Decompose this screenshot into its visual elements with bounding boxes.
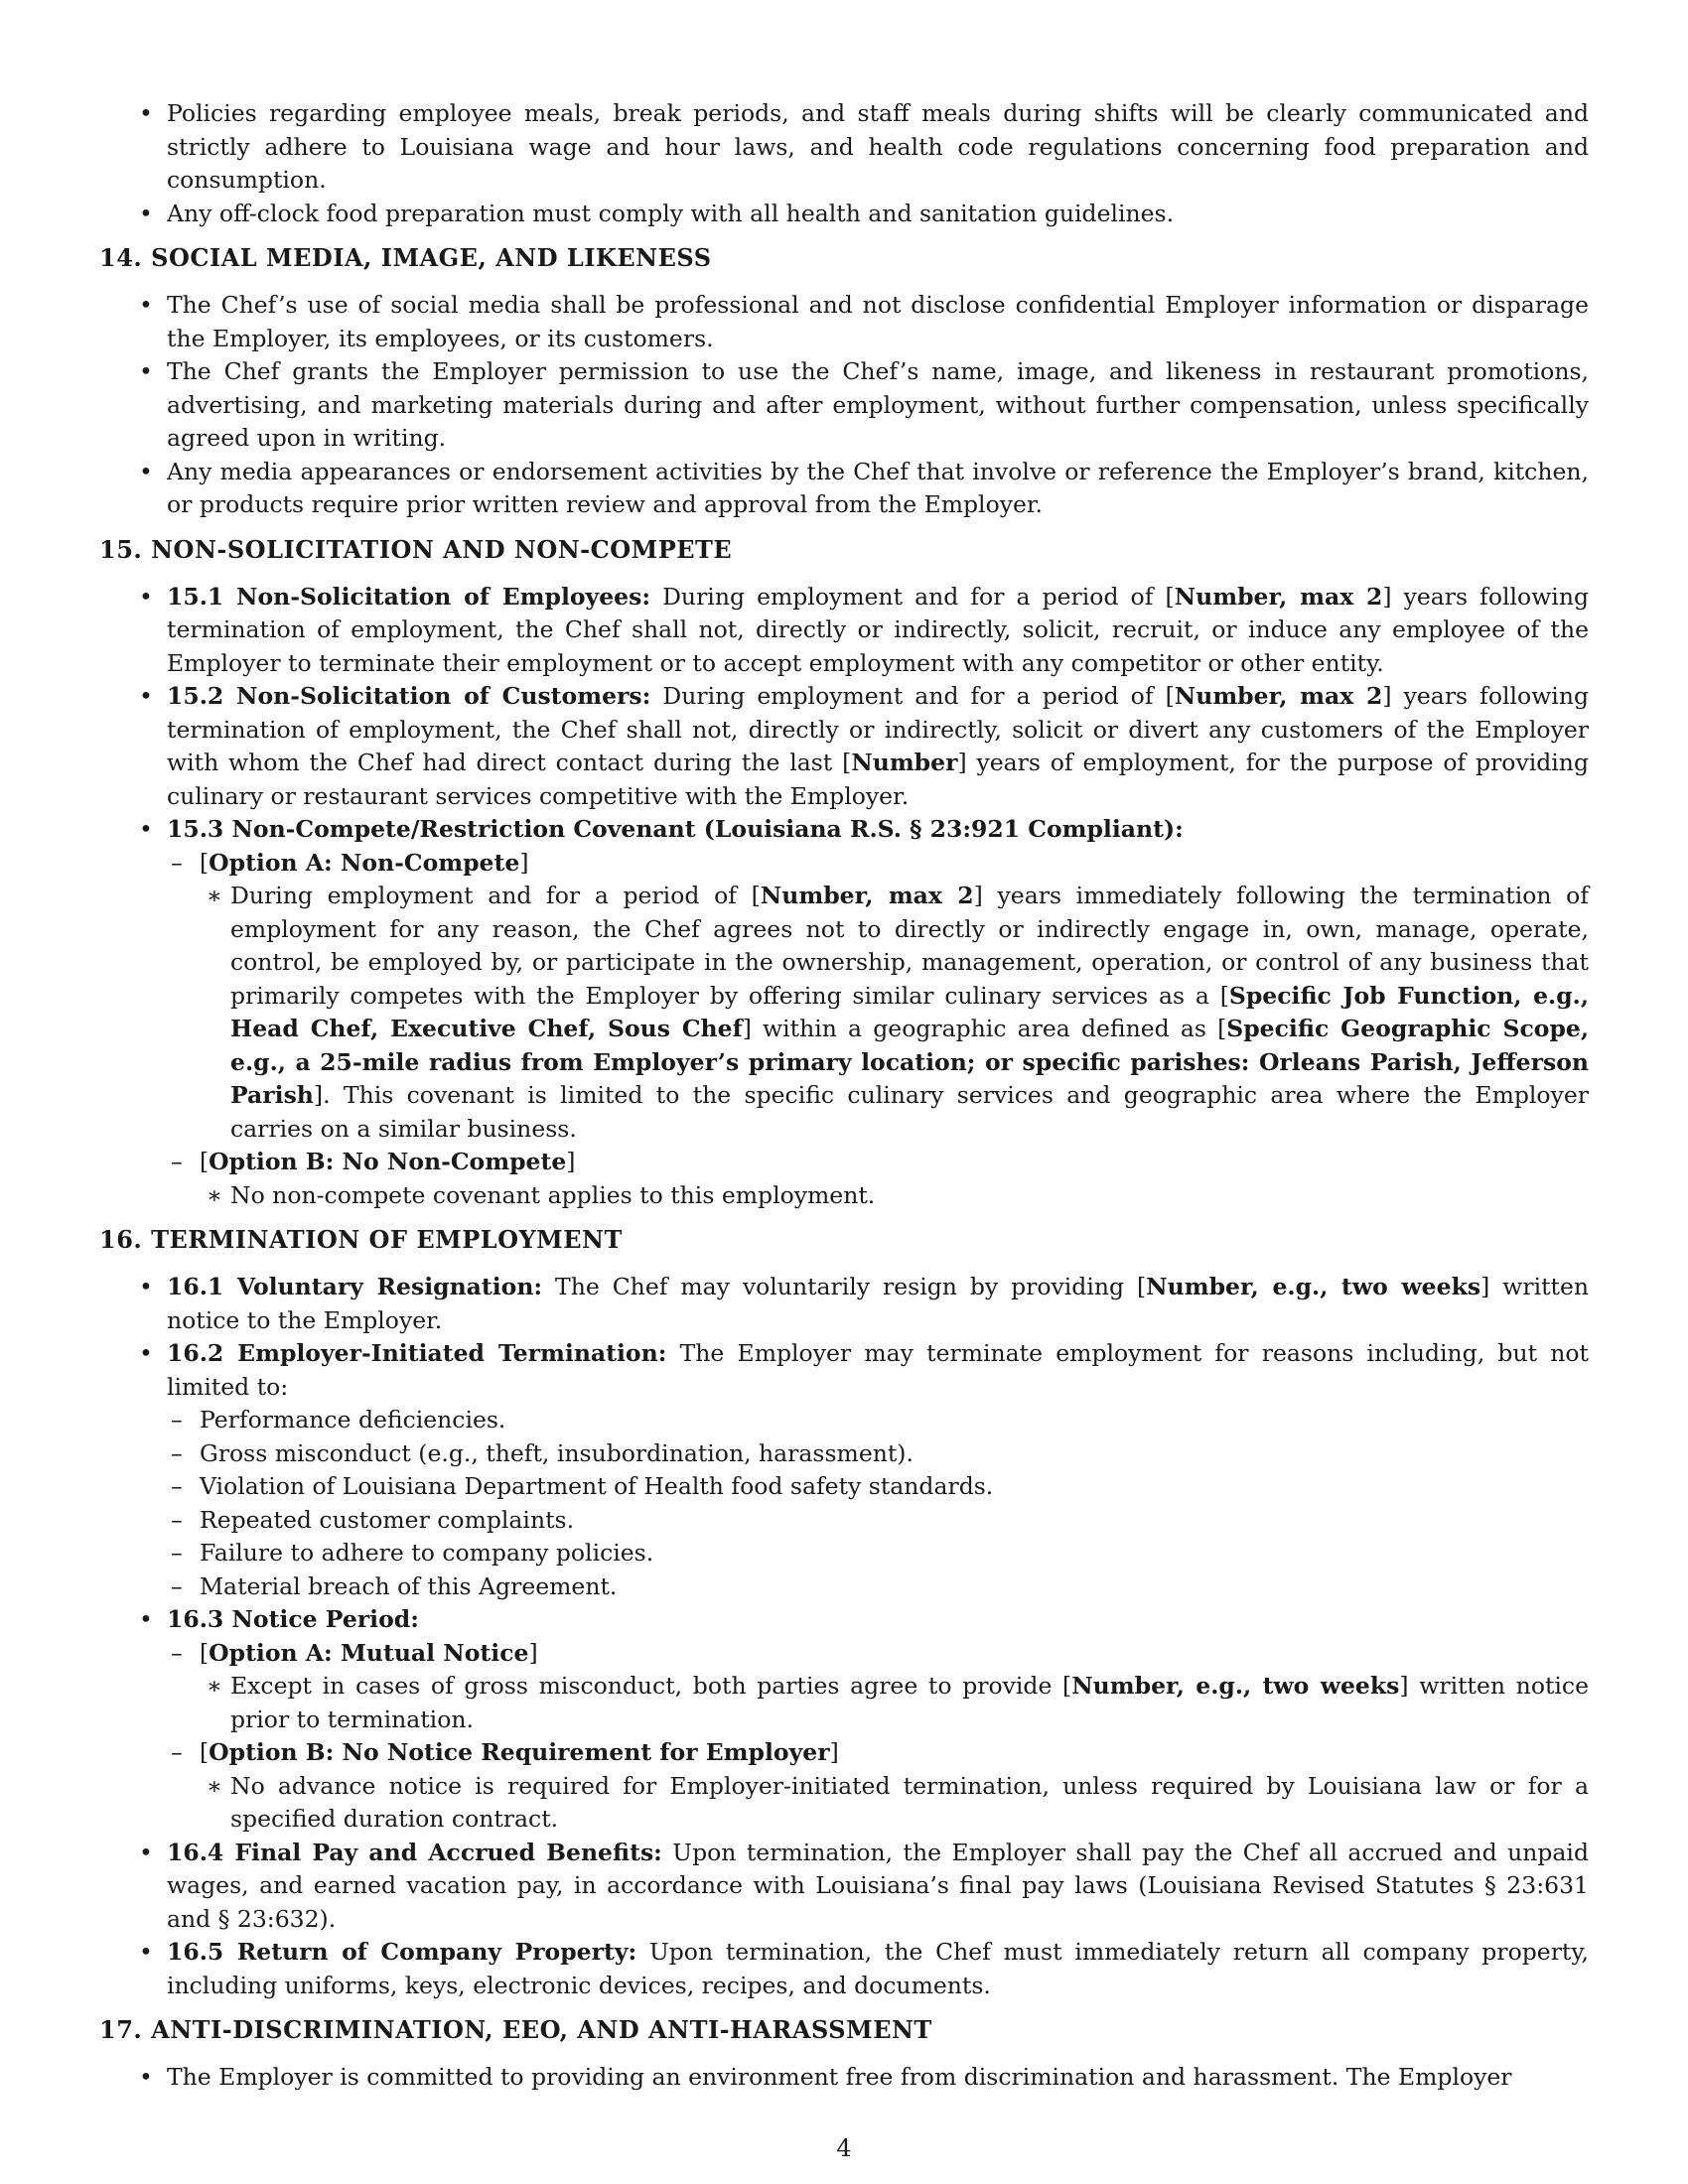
section-17-list xyxy=(99,2061,1589,2095)
list-item: – Violation of Louisiana Department of Health food safety standards. xyxy=(167,1470,1589,1504)
option-text: ∗ No advance notice is required for Employer-initiated termination, unless required by Louisiana law or for a specified duration contract. xyxy=(200,1770,1589,1837)
clause-text: ] written notice to the Employer. xyxy=(167,1273,1590,1334)
options-list xyxy=(167,847,1589,1213)
clause-label: 15.3 Non-Compete/Restriction Covenant (Louisiana R.S. § 23:921 Compliant): xyxy=(167,815,1184,843)
clause-label: 16.2 Employer-Initiated Termination: xyxy=(167,1339,667,1367)
clause-16-1 xyxy=(99,1271,1589,1337)
option-a-details xyxy=(200,1670,1589,1736)
option-b: – [Option B: No Non-Compete] ∗ No non-compete covenant applies to this employment. xyxy=(167,1146,1589,1212)
option-label: Option A: Mutual Notice xyxy=(209,1638,529,1667)
list-item: – Performance deficiencies. xyxy=(167,1404,1589,1437)
clause-label: 16.1 Voluntary Resignation: xyxy=(167,1273,543,1300)
section-16-list xyxy=(99,1271,1589,2002)
placeholder-field: Number, max 2 xyxy=(1174,682,1383,710)
option-b-details xyxy=(200,1770,1589,1837)
clause-text: ] years immediately following the termination of employment for any reason, the Chef agrees not to directly or indirectly engage in, own, manage, operate, control, be employed by, or participate in the ownership, management, operation, or control of any business that primarily competes with the Employer by offering similar culinary services as a [ xyxy=(230,882,1590,1010)
placeholder-field: Specific Job Function, e.g., Head Chef, Executive Chef, Sous Chef xyxy=(230,981,1590,1042)
list-item: – Repeated customer complaints. xyxy=(167,1504,1589,1538)
clause-text: Except in cases of gross misconduct, both parties agree to provide [ xyxy=(230,1672,1072,1700)
section-14-list xyxy=(99,289,1589,522)
clause-15-3 xyxy=(99,813,1589,1212)
clause-text: Upon termination, the Chef must immediately return all company property, including uniforms, keys, electronic devices, recipes, and documents. xyxy=(167,1938,1589,1999)
option-b: – [Option B: No Notice Requirement for Employer] ∗ No advance notice is required for Employer-initiated termination, unless required by Louisiana law or for a specified duration contract. xyxy=(167,1736,1589,1837)
clause-label: 15.1 Non-Solicitation of Employees: xyxy=(167,582,651,611)
option-label: Option B: No Notice Requirement for Employer xyxy=(209,1738,830,1766)
document-page xyxy=(99,97,1589,2095)
placeholder-field: Specific Geographic Scope, e.g., a 25-mile radius from Employer’s primary location; or specific parishes: Orleans Parish, Jefferson Parish xyxy=(230,1015,1590,1109)
option-label: Option B: No Non-Compete xyxy=(209,1148,567,1175)
clause-16-2 xyxy=(99,1337,1589,1603)
section-15-list xyxy=(99,581,1589,1213)
list-item: • The Chef’s use of social media shall be professional and not disclose confidential Employer information or disparage the Employer, its employees, or its customers. xyxy=(99,289,1589,355)
options-list xyxy=(167,1637,1589,1837)
section-15-heading: 15. NON-SOLICITATION AND NON-COMPETE xyxy=(99,534,733,564)
clause-label: 16.5 Return of Company Property: xyxy=(167,1938,637,1966)
list-item: • The Chef grants the Employer permission to use the Chef’s name, image, and likeness in restaurant promotions, advertising, and marketing materials during and after employment, without further compensation, unless specifically agreed upon in writing. xyxy=(99,355,1589,456)
clause-text: ] years of employment, for the purpose of providing culinary or restaurant services competitive with the Employer. xyxy=(167,749,1589,810)
clause-15-2 xyxy=(99,680,1589,813)
option-text: ∗ No non-compete covenant applies to this employment. xyxy=(200,1179,1589,1213)
option-a: – [Option A: Mutual Notice] ∗ Except in cases of gross misconduct, both parties agree to provide [Number, e.g., two weeks] written notice prior to termination. xyxy=(167,1637,1589,1737)
option-b-details xyxy=(200,1179,1589,1213)
section-14-heading: 14. SOCIAL MEDIA, IMAGE, AND LIKENESS xyxy=(99,243,712,272)
clause-label: 16.4 Final Pay and Accrued Benefits: xyxy=(167,1838,662,1866)
clause-label: 15.2 Non-Solicitation of Customers: xyxy=(167,682,651,710)
page-number: 4 xyxy=(836,2134,852,2162)
clause-text: ]. This covenant is limited to the specific culinary services and geographic area where the Employer carries on a similar business. xyxy=(230,1081,1589,1143)
clause-text: Upon termination, the Employer shall pay the Chef all accrued and unpaid wages, and earned vacation pay, in accordance with Louisiana’s final pay laws (Louisiana Revised Statutes § 23:631 and § 23:632). xyxy=(167,1838,1589,1933)
placeholder-field: Number xyxy=(851,749,958,776)
intro-list xyxy=(99,97,1589,230)
clause-text: During employment and for a period of [ xyxy=(230,882,761,909)
clause-text: During employment and for a period of [ xyxy=(650,682,1175,710)
clause-15-1 xyxy=(99,581,1589,681)
list-item: • Policies regarding employee meals, break periods, and staff meals during shifts will be clearly communicated and strictly adhere to Louisiana wage and hour laws, and health code regulations concerning food preparation and consumption. xyxy=(99,97,1589,198)
clause-16-4 xyxy=(99,1837,1589,1937)
termination-reasons-list xyxy=(167,1404,1589,1603)
placeholder-field: Number, max 2 xyxy=(760,882,974,909)
clause-16-3 xyxy=(99,1603,1589,1837)
option-a-details xyxy=(200,880,1589,1146)
section-16-heading: 16. TERMINATION OF EMPLOYMENT xyxy=(99,1225,623,1254)
placeholder-field: Number, max 2 xyxy=(1174,582,1383,611)
option-a: – [Option A: Non-Compete] ∗ During employment and for a period of [Number, max 2] years immediately following the termination of employment for any reason, the Chef agrees not to directly or indirectly engage in, own, manage, operate, control, be employed by, or participate in the ownership, management, operation, or control of any business that primarily competes with the Employer by offering similar culinary services as a [Specific Job Function, e.g., Head Chef, Executive Chef, Sous Chef] within a geographic area defined as [Specific Geographic Scope, e.g., a 25-mile radius from Employer’s primary location; or specific parishes: Orleans Parish, Jefferson Parish]. This covenant is limited to the specific culinary services and geographic area where the Employer carries on a similar business. xyxy=(167,847,1589,1147)
clause-label: 16.3 Notice Period: xyxy=(167,1605,419,1633)
clause-text: During employment and for a period of [ xyxy=(650,582,1175,611)
option-label: Option A: Non-Compete xyxy=(209,848,520,877)
option-text xyxy=(200,880,1589,1146)
clause-text: ] years following termination of employment, the Chef shall not, directly or indirectly, solicit, recruit, or induce any employee of the Employer to terminate their employment or to accept employment with any competitor or other entity. xyxy=(167,582,1590,677)
list-item: – Gross misconduct (e.g., theft, insubordination, harassment). xyxy=(167,1437,1589,1471)
list-item: – Failure to adhere to company policies. xyxy=(167,1537,1589,1570)
section-17-heading: 17. ANTI-DISCRIMINATION, EEO, AND ANTI-HARASSMENT xyxy=(99,2015,932,2044)
list-item: – Material breach of this Agreement. xyxy=(167,1570,1589,1604)
list-item: • Any media appearances or endorsement activities by the Chef that involve or reference the Employer’s brand, kitchen, or products require prior written review and approval from the Employer. xyxy=(99,456,1589,522)
list-item: • The Employer is committed to providing an environment free from discrimination and harassment. The Employer xyxy=(99,2061,1589,2095)
clause-text: The Chef may voluntarily resign by providing [ xyxy=(542,1273,1147,1300)
clause-text: ] written notice prior to termination. xyxy=(230,1672,1589,1733)
clause-text: ] years following termination of employment, the Chef shall not, directly or indirectly, solicit or divert any customers of the Employer with whom the Chef had direct contact during the last [ xyxy=(167,682,1589,776)
placeholder-field: Number, e.g., two weeks xyxy=(1071,1672,1400,1700)
list-item: • Any off-clock food preparation must comply with all health and sanitation guidelines. xyxy=(99,198,1589,231)
option-text xyxy=(200,1670,1589,1736)
clause-16-5 xyxy=(99,1936,1589,2002)
clause-text: ] within a geographic area defined as [ xyxy=(742,1015,1227,1042)
placeholder-field: Number, e.g., two weeks xyxy=(1146,1273,1481,1300)
clause-text: The Employer may terminate employment for reasons including, but not limited to: xyxy=(167,1339,1589,1401)
